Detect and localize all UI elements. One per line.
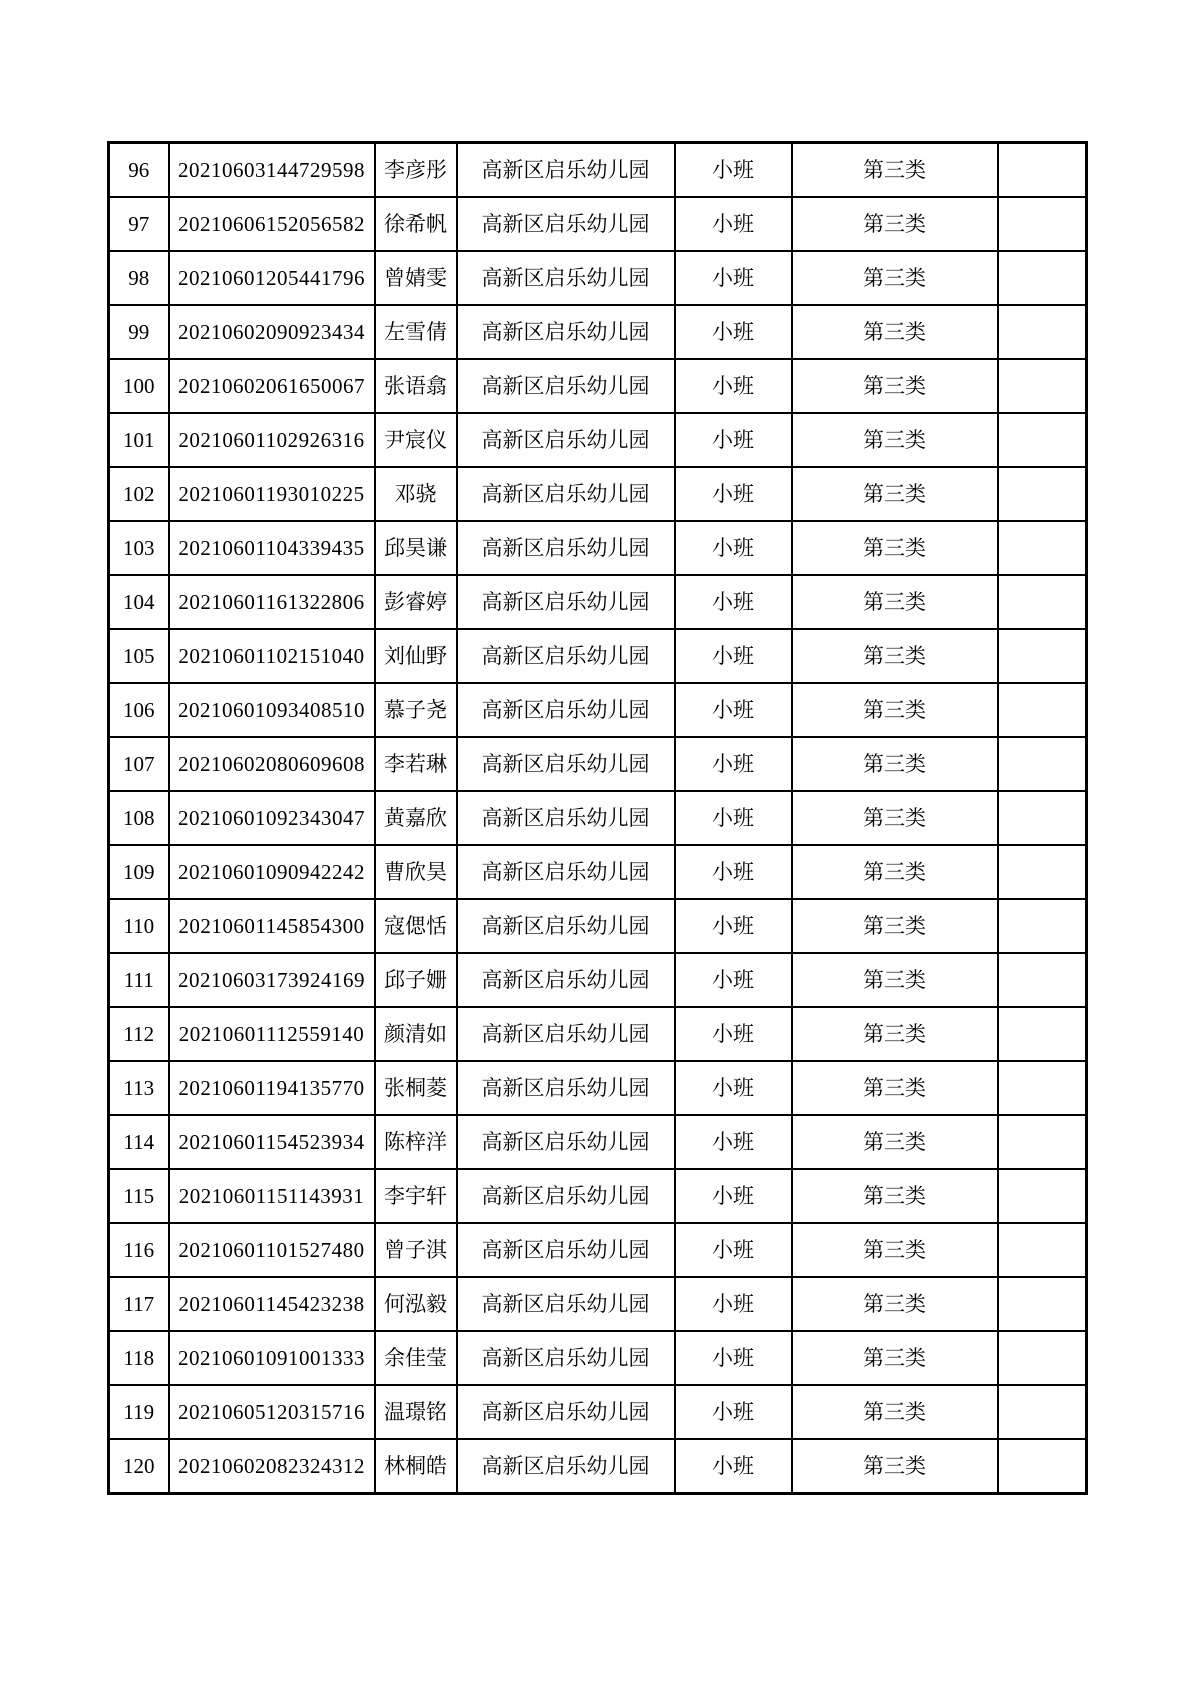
cell-grade: 小班 [675,197,792,251]
cell-grade: 小班 [675,143,792,198]
cell-school: 高新区启乐幼儿园 [457,413,675,467]
cell-grade: 小班 [675,1331,792,1385]
cell-category: 第三类 [792,251,998,305]
cell-name: 黄嘉欣 [375,791,457,845]
table-row [109,953,1087,1007]
cell-no: 102 [109,467,169,521]
cell-category: 第三类 [792,1007,998,1061]
cell-school: 高新区启乐幼儿园 [457,467,675,521]
cell-remark [998,791,1087,845]
table-row [109,1277,1087,1331]
cell-id: 20210605120315716 [169,1385,375,1439]
cell-remark [998,683,1087,737]
cell-name: 曹欣昊 [375,845,457,899]
cell-no: 104 [109,575,169,629]
cell-grade: 小班 [675,1169,792,1223]
cell-category: 第三类 [792,305,998,359]
cell-id: 20210601161322806 [169,575,375,629]
cell-no: 96 [109,143,169,198]
cell-name: 李彦彤 [375,143,457,198]
cell-school: 高新区启乐幼儿园 [457,143,675,198]
cell-id: 20210602061650067 [169,359,375,413]
cell-school: 高新区启乐幼儿园 [457,1007,675,1061]
cell-grade: 小班 [675,251,792,305]
cell-remark [998,737,1087,791]
cell-id: 20210601104339435 [169,521,375,575]
table-row [109,1115,1087,1169]
cell-id: 20210601145854300 [169,899,375,953]
cell-category: 第三类 [792,1439,998,1494]
cell-remark [998,575,1087,629]
cell-grade: 小班 [675,899,792,953]
cell-name: 张桐菱 [375,1061,457,1115]
table-row [109,467,1087,521]
cell-name: 曾子淇 [375,1223,457,1277]
cell-no: 110 [109,899,169,953]
cell-id: 20210601154523934 [169,1115,375,1169]
cell-remark [998,1439,1087,1494]
table-row [109,143,1087,198]
cell-remark [998,899,1087,953]
cell-school: 高新区启乐幼儿园 [457,305,675,359]
table-row [109,305,1087,359]
cell-remark [998,1007,1087,1061]
cell-category: 第三类 [792,197,998,251]
cell-no: 103 [109,521,169,575]
cell-category: 第三类 [792,737,998,791]
cell-remark [998,359,1087,413]
cell-no: 106 [109,683,169,737]
cell-remark [998,1277,1087,1331]
cell-category: 第三类 [792,1277,998,1331]
cell-remark [998,845,1087,899]
cell-no: 112 [109,1007,169,1061]
table-row [109,1385,1087,1439]
cell-name: 徐希帆 [375,197,457,251]
cell-id: 20210602080609608 [169,737,375,791]
cell-id: 20210601112559140 [169,1007,375,1061]
cell-category: 第三类 [792,1223,998,1277]
cell-category: 第三类 [792,143,998,198]
cell-category: 第三类 [792,413,998,467]
cell-no: 97 [109,197,169,251]
cell-id: 20210601151143931 [169,1169,375,1223]
cell-school: 高新区启乐幼儿园 [457,737,675,791]
table-row [109,1007,1087,1061]
table-row [109,359,1087,413]
cell-remark [998,413,1087,467]
cell-name: 林桐皓 [375,1439,457,1494]
cell-school: 高新区启乐幼儿园 [457,1385,675,1439]
cell-id: 20210601205441796 [169,251,375,305]
cell-name: 李若琳 [375,737,457,791]
cell-category: 第三类 [792,359,998,413]
cell-name: 邓骁 [375,467,457,521]
cell-category: 第三类 [792,1331,998,1385]
cell-grade: 小班 [675,629,792,683]
table-row [109,737,1087,791]
cell-id: 20210601102926316 [169,413,375,467]
cell-category: 第三类 [792,953,998,1007]
cell-name: 余佳莹 [375,1331,457,1385]
cell-grade: 小班 [675,413,792,467]
table-row [109,1223,1087,1277]
cell-remark [998,1115,1087,1169]
cell-grade: 小班 [675,467,792,521]
cell-remark [998,1385,1087,1439]
cell-school: 高新区启乐幼儿园 [457,1061,675,1115]
cell-category: 第三类 [792,1169,998,1223]
cell-name: 温璟铭 [375,1385,457,1439]
table-row [109,1439,1087,1494]
cell-school: 高新区启乐幼儿园 [457,1331,675,1385]
cell-no: 100 [109,359,169,413]
cell-school: 高新区启乐幼儿园 [457,251,675,305]
cell-grade: 小班 [675,737,792,791]
cell-remark [998,521,1087,575]
table-row [109,197,1087,251]
cell-school: 高新区启乐幼儿园 [457,845,675,899]
cell-id: 20210601091001333 [169,1331,375,1385]
cell-grade: 小班 [675,1061,792,1115]
cell-remark [998,467,1087,521]
table-row [109,575,1087,629]
cell-no: 118 [109,1331,169,1385]
cell-category: 第三类 [792,1061,998,1115]
cell-grade: 小班 [675,1223,792,1277]
cell-remark [998,1331,1087,1385]
cell-school: 高新区启乐幼儿园 [457,899,675,953]
cell-school: 高新区启乐幼儿园 [457,683,675,737]
cell-no: 117 [109,1277,169,1331]
cell-remark [998,1061,1087,1115]
cell-name: 彭睿婷 [375,575,457,629]
cell-id: 20210601101527480 [169,1223,375,1277]
cell-school: 高新区启乐幼儿园 [457,629,675,683]
cell-id: 20210602090923434 [169,305,375,359]
cell-grade: 小班 [675,359,792,413]
cell-category: 第三类 [792,521,998,575]
cell-category: 第三类 [792,1115,998,1169]
cell-category: 第三类 [792,629,998,683]
cell-name: 曾婧雯 [375,251,457,305]
cell-name: 何泓毅 [375,1277,457,1331]
cell-category: 第三类 [792,845,998,899]
cell-no: 105 [109,629,169,683]
cell-grade: 小班 [675,953,792,1007]
cell-name: 尹宸仪 [375,413,457,467]
cell-id: 20210601093408510 [169,683,375,737]
cell-school: 高新区启乐幼儿园 [457,197,675,251]
enrollment-table-body [109,143,1087,1494]
cell-remark [998,953,1087,1007]
cell-name: 左雪倩 [375,305,457,359]
cell-name: 陈梓洋 [375,1115,457,1169]
cell-no: 113 [109,1061,169,1115]
table-row [109,1331,1087,1385]
cell-id: 20210601194135770 [169,1061,375,1115]
cell-grade: 小班 [675,1439,792,1494]
cell-grade: 小班 [675,305,792,359]
cell-name: 刘仙野 [375,629,457,683]
cell-school: 高新区启乐幼儿园 [457,1439,675,1494]
cell-school: 高新区启乐幼儿园 [457,791,675,845]
cell-remark [998,629,1087,683]
cell-no: 108 [109,791,169,845]
cell-no: 107 [109,737,169,791]
cell-grade: 小班 [675,521,792,575]
cell-id: 20210606152056582 [169,197,375,251]
cell-grade: 小班 [675,683,792,737]
cell-name: 邱子姗 [375,953,457,1007]
cell-remark [998,1169,1087,1223]
cell-id: 20210601090942242 [169,845,375,899]
cell-id: 20210601193010225 [169,467,375,521]
cell-grade: 小班 [675,1115,792,1169]
cell-grade: 小班 [675,1007,792,1061]
table-row [109,791,1087,845]
cell-school: 高新区启乐幼儿园 [457,953,675,1007]
cell-school: 高新区启乐幼儿园 [457,1169,675,1223]
cell-no: 101 [109,413,169,467]
cell-no: 111 [109,953,169,1007]
table-row [109,899,1087,953]
cell-school: 高新区启乐幼儿园 [457,1277,675,1331]
cell-name: 慕子尧 [375,683,457,737]
cell-category: 第三类 [792,467,998,521]
cell-name: 李宇轩 [375,1169,457,1223]
cell-grade: 小班 [675,1277,792,1331]
cell-no: 120 [109,1439,169,1494]
cell-grade: 小班 [675,791,792,845]
cell-category: 第三类 [792,791,998,845]
cell-grade: 小班 [675,845,792,899]
cell-remark [998,1223,1087,1277]
cell-grade: 小班 [675,1385,792,1439]
cell-school: 高新区启乐幼儿园 [457,1115,675,1169]
cell-no: 109 [109,845,169,899]
table-row [109,413,1087,467]
cell-id: 20210601102151040 [169,629,375,683]
cell-school: 高新区启乐幼儿园 [457,575,675,629]
cell-no: 116 [109,1223,169,1277]
cell-remark [998,143,1087,198]
table-row [109,845,1087,899]
cell-school: 高新区启乐幼儿园 [457,1223,675,1277]
table-row [109,683,1087,737]
cell-no: 119 [109,1385,169,1439]
cell-no: 98 [109,251,169,305]
cell-school: 高新区启乐幼儿园 [457,359,675,413]
cell-grade: 小班 [675,575,792,629]
cell-id: 20210603144729598 [169,143,375,198]
cell-id: 20210601145423238 [169,1277,375,1331]
table-row [109,1061,1087,1115]
table-row [109,1169,1087,1223]
cell-id: 20210603173924169 [169,953,375,1007]
cell-remark [998,197,1087,251]
cell-category: 第三类 [792,1385,998,1439]
cell-name: 张语翕 [375,359,457,413]
cell-id: 20210601092343047 [169,791,375,845]
table-row [109,521,1087,575]
cell-remark [998,305,1087,359]
cell-no: 99 [109,305,169,359]
cell-name: 颜清如 [375,1007,457,1061]
cell-school: 高新区启乐幼儿园 [457,521,675,575]
cell-no: 115 [109,1169,169,1223]
cell-category: 第三类 [792,899,998,953]
table-row [109,629,1087,683]
cell-id: 20210602082324312 [169,1439,375,1494]
cell-name: 寇偲恬 [375,899,457,953]
table-row [109,251,1087,305]
cell-remark [998,251,1087,305]
cell-no: 114 [109,1115,169,1169]
cell-name: 邱昊谦 [375,521,457,575]
cell-category: 第三类 [792,575,998,629]
enrollment-table [107,141,1088,1495]
cell-category: 第三类 [792,683,998,737]
